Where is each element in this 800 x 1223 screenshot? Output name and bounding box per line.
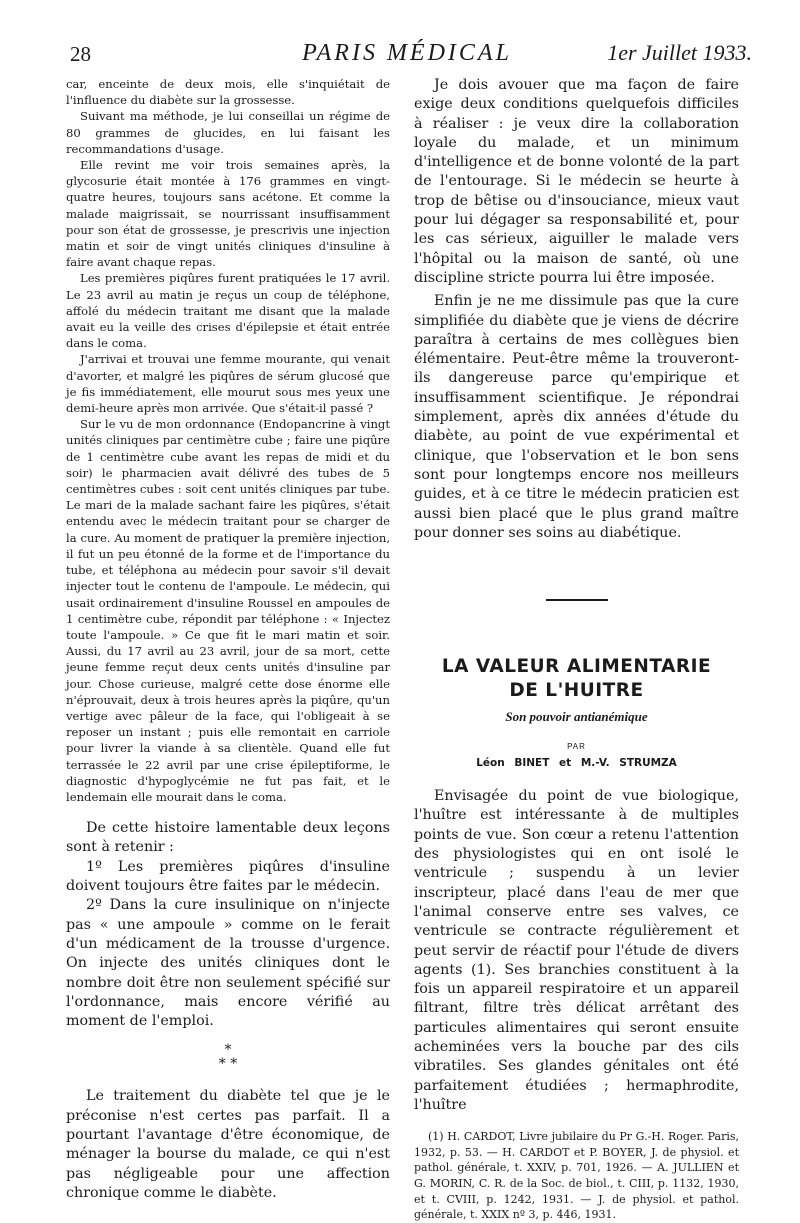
right-column [414, 76, 739, 1223]
paragraph: Le traitement du diabète tel que je le préconise n'est certes pas parfait. Il a pourtant l'avantage d'être économique, de ménager la bourse du malade, ce qui n'est pas négligeable pour une affection chronique comme le diabète. [66, 1088, 390, 1201]
section-separator [66, 1031, 390, 1077]
article-title [414, 655, 739, 703]
article-subtitle: Son pouvoir antianémique [505, 709, 648, 725]
paragraph: 2º Dans la cure insulinique on n'injecte pas « une ampoule » comme on le ferait d'un médicament de la trousse d'urgence. On injecte des unités cliniques dont le nombre doit être non seulement spécifié sur l'ordonnance, mais encore vérifié au moment de l'emploi. [66, 897, 390, 1030]
paragraph: Les premières piqûres furent pratiquées le 17 avril. Le 23 avril au matin je reçus un coup de téléphone, affolé du médecin traitant me disant que la malade avait eu la veille des crises d'épilepsie et était entrée dans le coma. [66, 271, 390, 351]
issue-date: 1er Juillet 1933. [607, 40, 752, 65]
footnote: (1) H. CARDOT, Livre jubilaire du Pr G.-H. Roger. Paris, 1932, p. 53. — H. CARDOT et P. BOYER, J. de physiol. et pathol. générale, t. XXIV, p. 701, 1926. — A. JULLIEN et G. MORIN, C. R. de la Soc. de biol., t. CIII, p. 1132, 1930, et t. CVIII, p. 1242, 1931. — J. de physiol. et pathol. générale, t. XXIX nº 3, p. 446, 1931. [414, 1130, 739, 1222]
page-number: 28 [70, 42, 91, 66]
byline-par: PAR [567, 742, 586, 752]
paragraph: Suivant ma méthode, je lui conseillai un régime de 80 grammes de glucides, en lui faisant les recommandations d'usage. [66, 109, 390, 156]
paragraph: De cette histoire lamentable deux leçons sont à retenir : [66, 820, 390, 856]
page-header [62, 38, 752, 74]
paragraph: 1º Les premières piqûres d'insuline doivent toujours être faites par le médecin. [66, 858, 390, 895]
paragraph: Je dois avouer que ma façon de faire exige deux conditions quelquefois difficiles à réaliser : je veux dire la collaboration loyale du malade, et un minimum d'intelligence et de bonne volonté de la part de l'entourage. Si le médecin se heurte à trop de bêtise ou d'insouciance, mieux vaut pour lui dégager sa responsabilité et, pour les cas sérieux, aiguiller le malade vers l'hôpital ou la maison de santé, où une discipline stricte pourra lui être imposée. [414, 77, 739, 286]
separator-star-top: * [224, 1042, 232, 1059]
paragraph: Elle revint me voir trois semaines après, la glycosurie était montée à 176 grammes en vingt-quatre heures, toujours sans acétone. Et comme la malade maigrissait, se nourrissant insuffisamment pour son état de grossesse, je prescrivis une injection matin et soir de vingt unités cliniques d'insuline à faire avant chaque repas. [66, 158, 390, 270]
paragraph: car, enceinte de deux mois, elle s'inquiétait de l'influence du diabète sur la grossesse. [66, 77, 390, 108]
paragraph: Enfin je ne me dissimule pas que la cure simplifiée du diabète que je viens de décrire paraîtra à certains de mes collègues bien élémentaire. Peut-être même la trouveront-ils dangereuse parce qu'empirique et insuffisamment scientifique. Je répondrai simplement, après dix années d'étude du diabète, au point de vue expérimental et clinique, que l'observation et le bon sens sont pour longtemps encore nos meilleurs guides, et à ce titre le médecin praticien est aussi bien placé que le plus grand maître pour donner ses soins au diabétique. [414, 293, 739, 541]
paragraph: Sur le vu de mon ordonnance (Endopancrine à vingt unités cliniques par centimètre cube ; faire une piqûre de 1 centimètre cube avant les repas de midi et du soir) le pharmacien avait délivré des tubes de 5 centimètres cubes : soit cent unités cliniques par tube. Le mari de la malade sachant faire les piqûres, s'était entendu avec le médecin traitant pour se charger de la cure. Au moment de pratiquer la première injection, il fut un peu étonné de la forme et de l'importance du tube, et téléphona au médecin pour savoir s'il devait injecter tout le contenu de l'ampoule. Le médecin, qui usait ordinairement d'insuline Roussel en ampoules de 1 centimètre cube, répondit par téléphone : « Injectez toute l'ampoule. » Ce que fit le mari matin et soir. Aussi, du 17 avril au 23 avril, jour de sa mort, cette jeune femme reçut deux cents unités d'insuline par jour. Chose curieuse, malgré cette dose énorme elle n'éprouvait, deux à trois heures après la piqûre, qu'un vertige avec pâleur de la face, qui l'obligeait à se reposer un instant ; puis elle remontait en carriole pour livrer la viande à sa clientèle. Quand elle fut terrassée le 22 avril par une crise épileptiforme, le diagnostic d'hypoglycémie ne fut pas fait, et le lendemain elle mourait dans le coma. [66, 417, 390, 804]
article-authors: Léon BINET et M.-V. STRUMZA [476, 757, 677, 770]
paragraph: J'arrivai et trouvai une femme mourante, qui venait d'avorter, et malgré les piqûres de sérum glucosé que je fis immédiatement, elle mourut sous mes yeux une demi-heure après mon arrivée. Que s'était-il passé ? [66, 352, 390, 416]
lessons-text [66, 819, 390, 1031]
case-report-text [66, 76, 390, 805]
separator-stars-bottom: * * [218, 1056, 238, 1073]
article-body [414, 787, 739, 1115]
article-title-line-1: LA VALEUR ALIMENTARIE [441, 656, 712, 678]
article-conclusion [414, 76, 739, 543]
article-title-line-2: DE L'HUITRE [509, 680, 644, 702]
journal-title: PARIS MÉDICAL [302, 40, 512, 66]
left-column [66, 76, 390, 1203]
section-divider [546, 599, 608, 601]
closing-text [66, 1087, 390, 1203]
paragraph: Envisagée du point de vue biologique, l'huître est intéressante à de multiples points de vue. Son cœur a retenu l'attention des physiologistes qui en ont isolé le ventricule ; suspendu à un levier inscripteur, placé dans l'eau de mer que l'animal conserve entre ses valves, ce ventricule se contracte régulièrement et peut servir de réactif pour l'étude de divers agents (1). Ses branchies constituent à la fois un appareil respiratoire et un appareil filtrant, filtre très délicat arrêtant des particules alimentaires qui seront ensuite acheminées vers la bouche par des cils vibratiles. Ses glandes génitales ont été parfaitement étudiées ; hermaphrodite, l'huître [414, 788, 739, 1113]
